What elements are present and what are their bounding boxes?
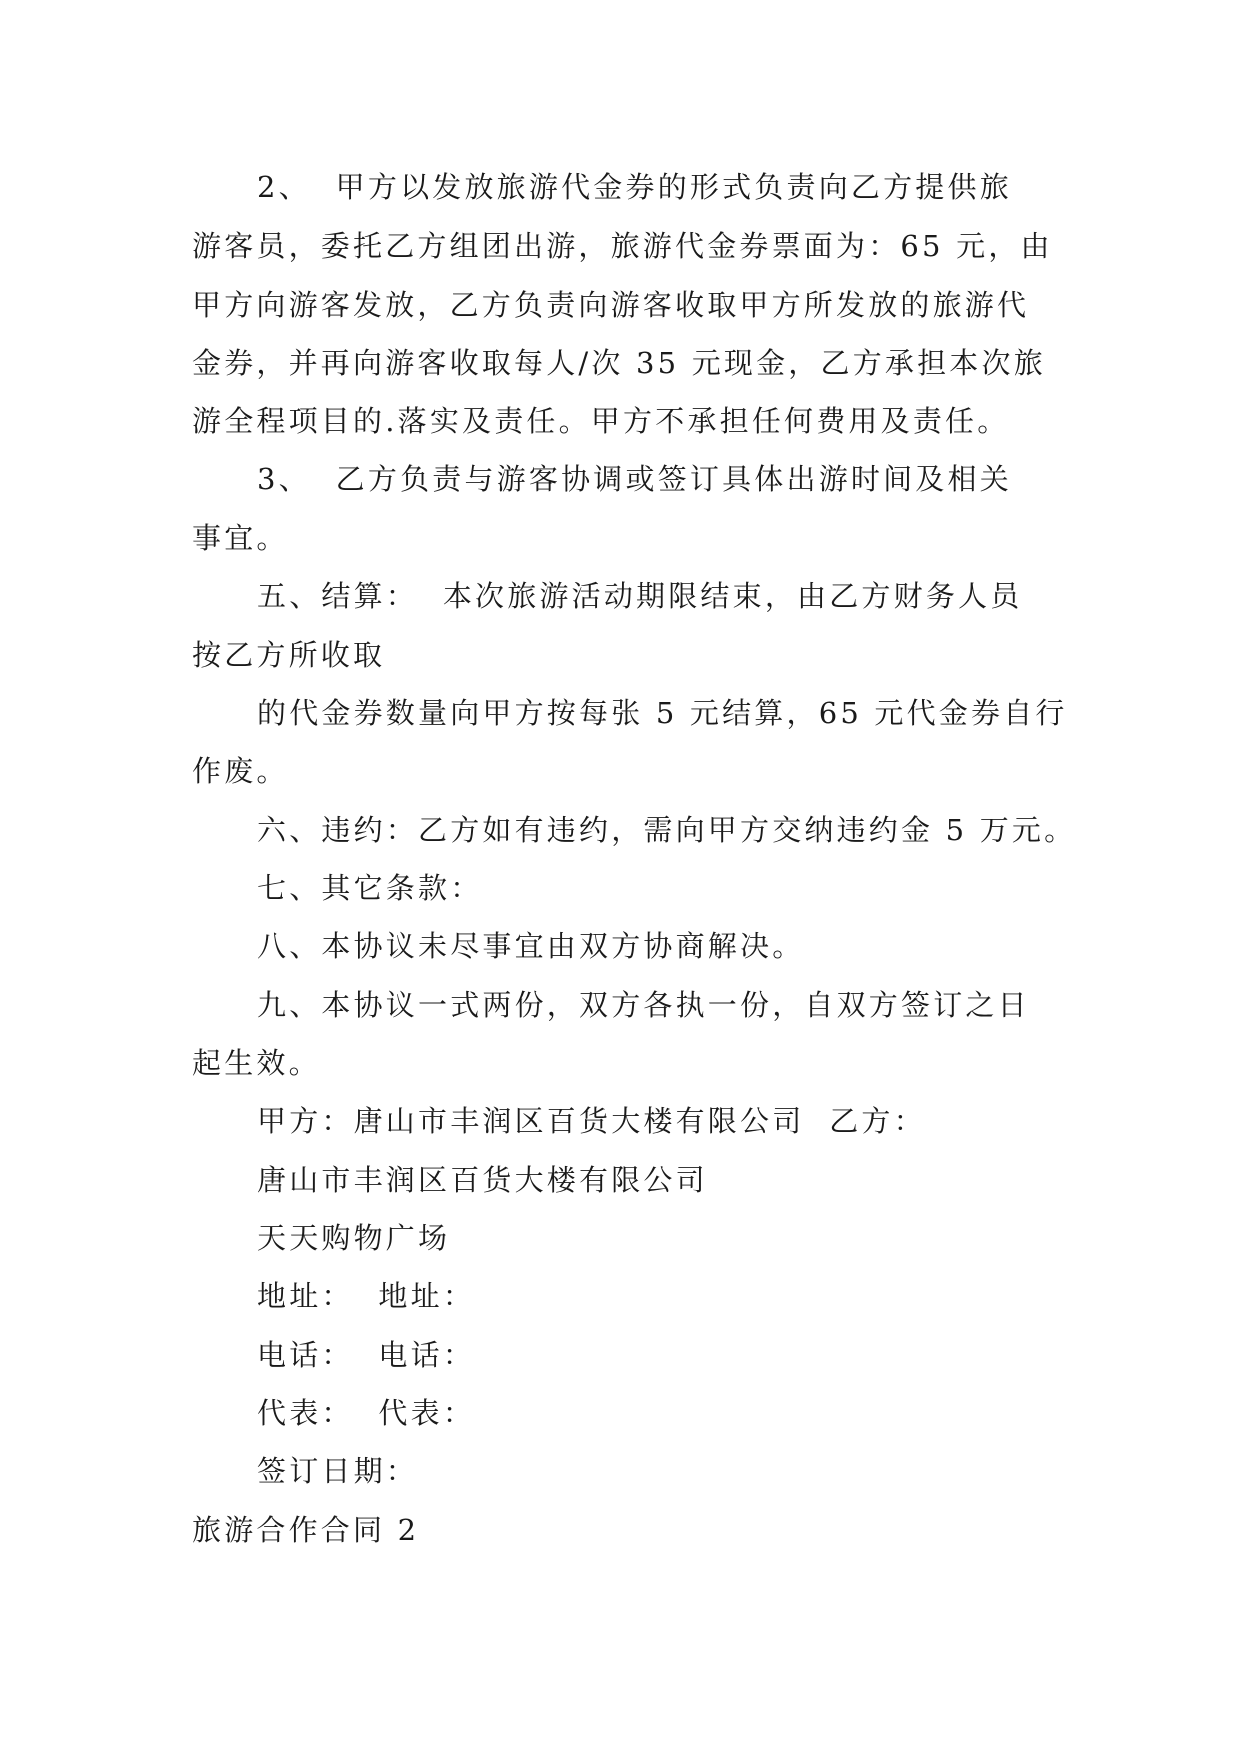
phone-line: 电话： 电话： [257,1338,476,1372]
breach-clause: 六、违约：乙方如有违约，需向甲方交纳违约金 5 万元。 [257,813,1077,847]
party-b-branch: 天天购物广场 [257,1221,451,1255]
other-terms-heading: 七、其它条款： [257,871,483,905]
clause-3-line-1: 3、 乙方负责与游客协调或签订具体出游时间及相关 [257,462,1012,496]
clause-9-line-2: 起生效。 [192,1046,321,1080]
party-b-company: 唐山市丰润区百货大楼有限公司 [257,1163,708,1197]
clause-9-line-1: 九、本协议一式两份，双方各执一份，自双方签订之日 [257,988,1030,1022]
clause-2-line-2: 游客员，委托乙方组团出游，旅游代金券票面为：65 元，由 [192,229,1053,263]
settlement-line-4: 作废。 [192,754,289,788]
settlement-line-2: 按乙方所收取 [192,638,386,672]
clause-8: 八、本协议未尽事宜由双方协商解决。 [257,929,805,963]
party-line: 甲方：唐山市丰润区百货大楼有限公司 乙方： [257,1104,926,1138]
clause-2-line-5: 游全程项目的.落实及责任。甲方不承担任何费用及责任。 [192,404,1010,438]
settlement-line-3: 的代金券数量向甲方按每张 5 元结算，65 元代金券自行 [257,696,1068,730]
clause-2-line-4: 金券，并再向游客收取每人/次 35 元现金，乙方承担本次旅 [192,346,1046,380]
signing-date-line: 签订日期： [257,1454,419,1488]
clause-2-line-1: 2、 甲方以发放旅游代金券的形式负责向乙方提供旅 [257,170,1012,204]
clause-2-line-3: 甲方向游客发放，乙方负责向游客收取甲方所发放的旅游代 [192,288,1030,322]
next-contract-title: 旅游合作合同 2 [192,1513,420,1547]
address-line: 地址： 地址： [257,1279,476,1313]
settlement-line-1: 五、结算： 本次旅游活动期限结束，由乙方财务人员 [257,579,1023,613]
representative-line: 代表： 代表： [257,1396,476,1430]
clause-3-line-2: 事宜。 [192,521,289,555]
